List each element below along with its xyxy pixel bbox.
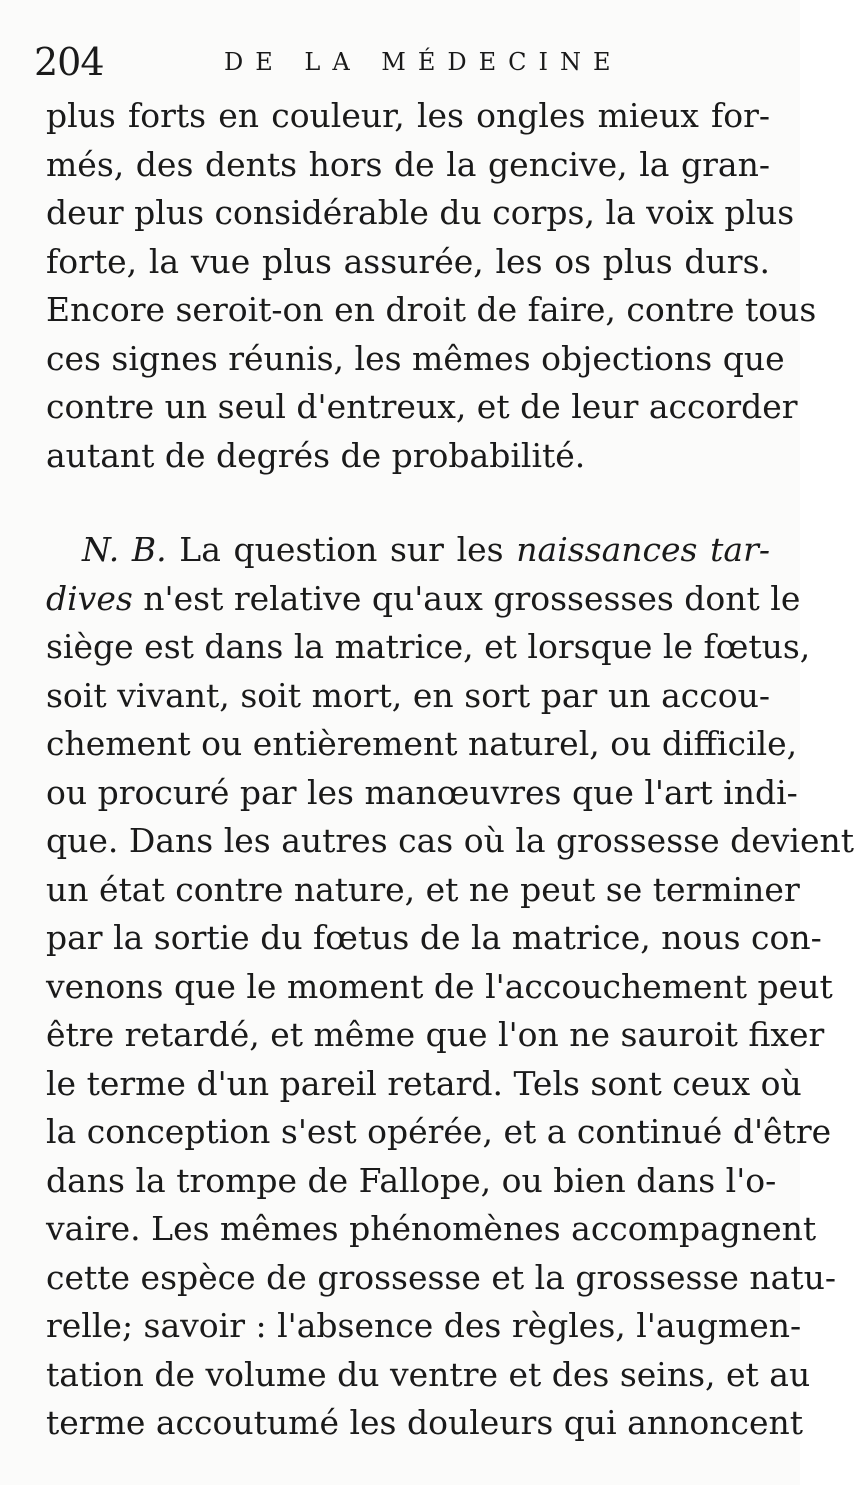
page-number: 204 <box>34 40 104 84</box>
italic-term: naissances tar- <box>516 530 771 569</box>
body-text <box>46 92 854 1448</box>
text-line: ou procuré par les manœuvres que l'art indi- <box>46 772 798 812</box>
text-line <box>46 575 801 624</box>
text-line: relle; savoir : l'absence des règles, l'augmen- <box>46 1306 802 1345</box>
text-line: le terme d'un pareil retard. Tels sont ceux où <box>46 1063 802 1103</box>
text-line: tation de volume du ventre et des seins, et au <box>46 1354 811 1394</box>
text-line: més, des dents hors de la gencive, la gran- <box>46 144 770 184</box>
running-title: DE LA MÉDECINE <box>224 48 623 76</box>
paragraph-1 <box>46 92 817 480</box>
text-line: soit vivant, soit mort, en sort par un accou- <box>46 675 770 715</box>
page-header <box>34 40 774 90</box>
text-line: par la sortie du fœtus de la matrice, nous con- <box>46 918 822 957</box>
text-line: contre un seul d'entreux, et de leur accorder <box>46 387 798 426</box>
text-line: Encore seroit-on en droit de faire, contre tous <box>46 290 817 329</box>
text-line: deur plus considérable du corps, la voix plus <box>46 193 795 232</box>
text-line: chement ou entièrement naturel, ou difficile, <box>46 724 798 763</box>
text-line: vaire. Les mêmes phénomènes accompagnent <box>46 1209 817 1248</box>
text-line: que. Dans les autres cas où la grossesse devient <box>46 821 854 860</box>
text-line: dans la trompe de Fallope, ou bien dans l'o- <box>46 1160 777 1200</box>
text-span: La question sur les <box>166 530 517 569</box>
text-line: ces signes réunis, les mêmes objections que <box>46 338 785 378</box>
italic-term: dives <box>46 578 133 618</box>
paragraph-2 <box>46 526 854 1448</box>
text-line: autant de degrés de probabilité. <box>46 435 586 475</box>
text-line <box>46 526 770 575</box>
paragraph-gap <box>46 480 770 526</box>
text-line: plus forts en couleur, les ongles mieux for- <box>46 96 770 135</box>
text-line: terme accoutumé les douleurs qui annoncent <box>46 1403 804 1442</box>
text-line: être retardé, et même que l'on ne sauroit fixer <box>46 1015 825 1054</box>
text-line: venons que le moment de l'accouchement peut <box>46 966 833 1006</box>
text-line: siège est dans la matrice, et lorsque le fœtus, <box>46 627 811 666</box>
text-line: un état contre nature, et ne peut se terminer <box>46 869 800 909</box>
text-line: forte, la vue plus assurée, les os plus durs. <box>46 241 770 281</box>
nb-label: N. B. <box>82 530 167 569</box>
text-line: cette espèce de grossesse et la grossesse natu- <box>46 1257 837 1297</box>
text-span: n'est relative qu'aux grossesses dont le <box>132 578 801 618</box>
text-line: la conception s'est opérée, et a continué d'être <box>46 1112 832 1151</box>
